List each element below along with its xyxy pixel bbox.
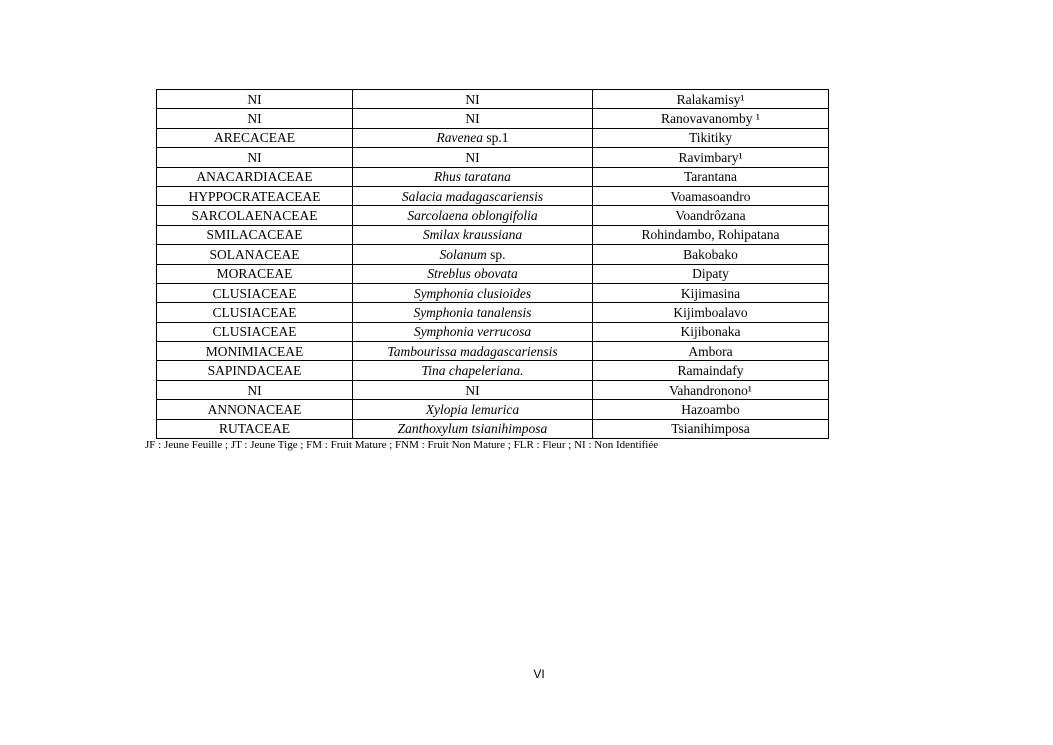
table-row — [157, 361, 829, 380]
species-cell — [353, 206, 593, 225]
local-name-cell: Hazoambo — [593, 400, 829, 419]
family-cell: MORACEAE — [157, 264, 353, 283]
species-cell — [353, 90, 593, 109]
species-cell — [353, 264, 593, 283]
table-row — [157, 225, 829, 244]
species-cell — [353, 109, 593, 128]
species-cell — [353, 225, 593, 244]
species-name: Symphonia verrucosa — [413, 324, 532, 340]
local-name-cell: Kijimasina — [593, 283, 829, 302]
table-row — [157, 186, 829, 205]
species-cell — [353, 245, 593, 264]
table-row — [157, 380, 829, 399]
table-row — [157, 419, 829, 438]
species-name: Xylopia lemurica — [425, 401, 520, 417]
abbreviation-legend: JF : Jeune Feuille ; JT : Jeune Tige ; FM : Fruit Mature ; FNM : Fruit Non Mature ; FLR : Fleur ; NI : Non Identifiée — [145, 439, 659, 451]
local-name-cell: Ramaindafy — [593, 361, 829, 380]
family-cell: CLUSIACEAE — [157, 322, 353, 341]
species-cell — [353, 167, 593, 186]
local-name-cell: Voamasoandro — [593, 186, 829, 205]
local-name-cell: Ambora — [593, 342, 829, 361]
species-name: NI — [465, 382, 480, 398]
local-name-cell: Vahandronono¹ — [593, 380, 829, 399]
table-row — [157, 303, 829, 322]
species-name: Ravenea — [436, 130, 483, 146]
species-name: Smilax kraussiana — [422, 227, 523, 243]
species-name: Sarcolaena oblongifolia — [407, 208, 538, 224]
local-name-cell: Dipaty — [593, 264, 829, 283]
species-name: Symphonia tanalensis — [413, 304, 532, 320]
species-name: NI — [465, 91, 480, 107]
table-row — [157, 128, 829, 147]
table-row — [157, 283, 829, 302]
family-cell: SARCOLAENACEAE — [157, 206, 353, 225]
table-row — [157, 109, 829, 128]
page-number: VI — [533, 667, 545, 681]
table-row — [157, 90, 829, 109]
species-cell — [353, 128, 593, 147]
family-cell: ARECACEAE — [157, 128, 353, 147]
local-name-cell: Kijimboalavo — [593, 303, 829, 322]
table-row — [157, 245, 829, 264]
local-name-cell: Tsianihimposa — [593, 419, 829, 438]
family-cell: RUTACEAE — [157, 419, 353, 438]
local-name-cell: Ranovavanomby ¹ — [593, 109, 829, 128]
species-cell — [353, 186, 593, 205]
species-cell — [353, 361, 593, 380]
species-name: Zanthoxylum tsianihimposa — [397, 421, 548, 437]
species-cell — [353, 283, 593, 302]
species-name: NI — [465, 111, 480, 127]
family-cell: NI — [157, 148, 353, 167]
species-cell — [353, 148, 593, 167]
species-suffix: sp.1 — [482, 130, 509, 146]
family-cell: CLUSIACEAE — [157, 303, 353, 322]
local-name-cell: Kijibonaka — [593, 322, 829, 341]
family-cell: SAPINDACEAE — [157, 361, 353, 380]
species-name: Solanum — [439, 246, 487, 262]
family-cell: ANNONACEAE — [157, 400, 353, 419]
local-name-cell: Bakobako — [593, 245, 829, 264]
table-row — [157, 167, 829, 186]
species-cell — [353, 419, 593, 438]
family-cell: HYPPOCRATEACEAE — [157, 186, 353, 205]
table-row — [157, 342, 829, 361]
family-cell: NI — [157, 380, 353, 399]
family-cell: ANACARDIACEAE — [157, 167, 353, 186]
table-body — [157, 90, 829, 439]
species-name: Salacia madagascariensis — [401, 188, 544, 204]
species-cell — [353, 303, 593, 322]
species-table — [156, 89, 829, 439]
local-name-cell: Ravimbary¹ — [593, 148, 829, 167]
local-name-cell: Voandrôzana — [593, 206, 829, 225]
family-cell: SOLANACEAE — [157, 245, 353, 264]
species-name: Tambourissa madagascariensis — [387, 343, 558, 359]
species-name: Symphonia clusioides — [413, 285, 532, 301]
table-row — [157, 148, 829, 167]
table-row — [157, 206, 829, 225]
species-cell — [353, 400, 593, 419]
family-cell: NI — [157, 109, 353, 128]
local-name-cell: Tarantana — [593, 167, 829, 186]
species-suffix: sp. — [486, 246, 506, 262]
table-row — [157, 264, 829, 283]
family-cell: MONIMIACEAE — [157, 342, 353, 361]
species-cell — [353, 322, 593, 341]
local-name-cell: Rohindambo, Rohipatana — [593, 225, 829, 244]
species-name: NI — [465, 149, 480, 165]
local-name-cell: Tikitiky — [593, 128, 829, 147]
family-cell: SMILACACEAE — [157, 225, 353, 244]
species-name: Streblus obovata — [427, 266, 518, 282]
species-name: Tina chapeleriana. — [421, 363, 524, 379]
species-name: Rhus taratana — [434, 169, 511, 185]
family-cell: NI — [157, 90, 353, 109]
table-row — [157, 400, 829, 419]
species-cell — [353, 380, 593, 399]
local-name-cell: Ralakamisy¹ — [593, 90, 829, 109]
family-cell: CLUSIACEAE — [157, 283, 353, 302]
table-row — [157, 322, 829, 341]
species-cell — [353, 342, 593, 361]
